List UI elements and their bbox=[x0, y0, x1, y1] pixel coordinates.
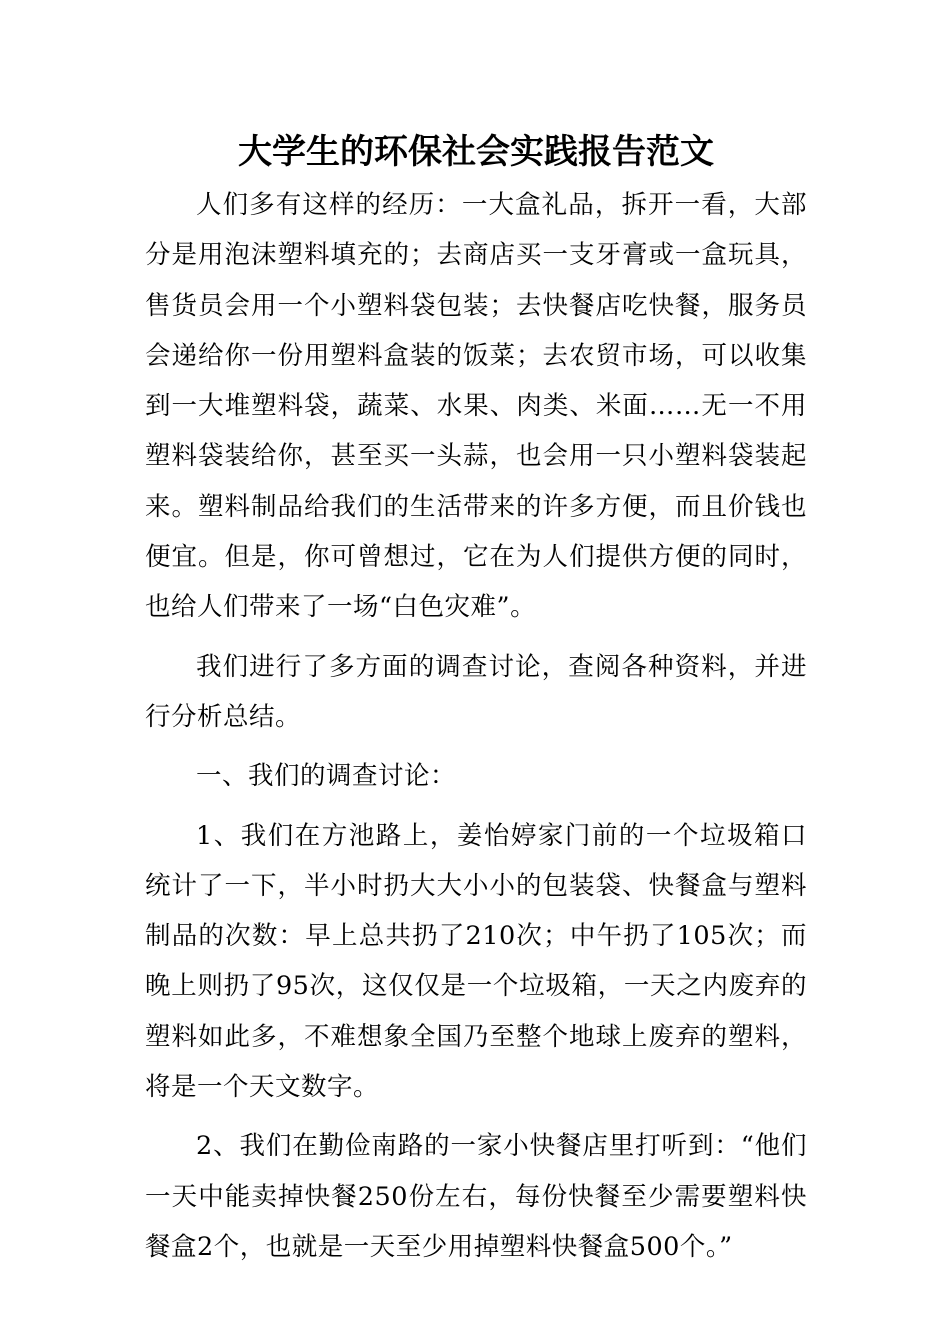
paragraph-survey-1: 1、我们在方池路上，姜怡婷家门前的一个垃圾箱口统计了一下，半小时扔大大小小的包装袋、快餐盒与塑料制品的次数：早上总共扔了210次；中午扔了105次；而晚上则扔了95次，这仅仅是一个垃圾箱，一天之内废弃的塑料如此多，不难想象全国乃至整个地球上废弃的塑料，将是一个天文数字。 bbox=[145, 820, 807, 1103]
document-title: 大学生的环保社会实践报告范文 bbox=[238, 132, 714, 172]
paragraph-intro: 人们多有这样的经历：一大盒礼品，拆开一看，大部分是用泡沫塑料填充的；去商店买一支牙膏或一盒玩具，售货员会用一个小塑料袋包装；去快餐店吃快餐，服务员会递给你一份用塑料盒装的饭菜；去农贸市场，可以收集到一大堆塑料袋，蔬菜、水果、肉类、米面……无一不用塑料袋装给你，甚至买一头蒜，也会用一只小塑料袋装起来。塑料制品给我们的生活带来的许多方便，而且价钱也便宜。但是，你可曾想过，它在为人们提供方便的同时，也给人们带来了一场“白色灾难”。 bbox=[145, 190, 807, 623]
section-heading-survey: 一、我们的调查讨论： bbox=[196, 761, 457, 792]
paragraph-method: 我们进行了多方面的调查讨论，查阅各种资料，并进行分析总结。 bbox=[145, 651, 807, 732]
document-page bbox=[145, 124, 807, 1281]
paragraph-survey-2: 2、我们在勤俭南路的一家小快餐店里打听到：“他们一天中能卖掉快餐250份左右，每份快餐至少需要塑料快餐盒2个，也就是一天至少用掉塑料快餐盒500个。” bbox=[145, 1131, 807, 1262]
